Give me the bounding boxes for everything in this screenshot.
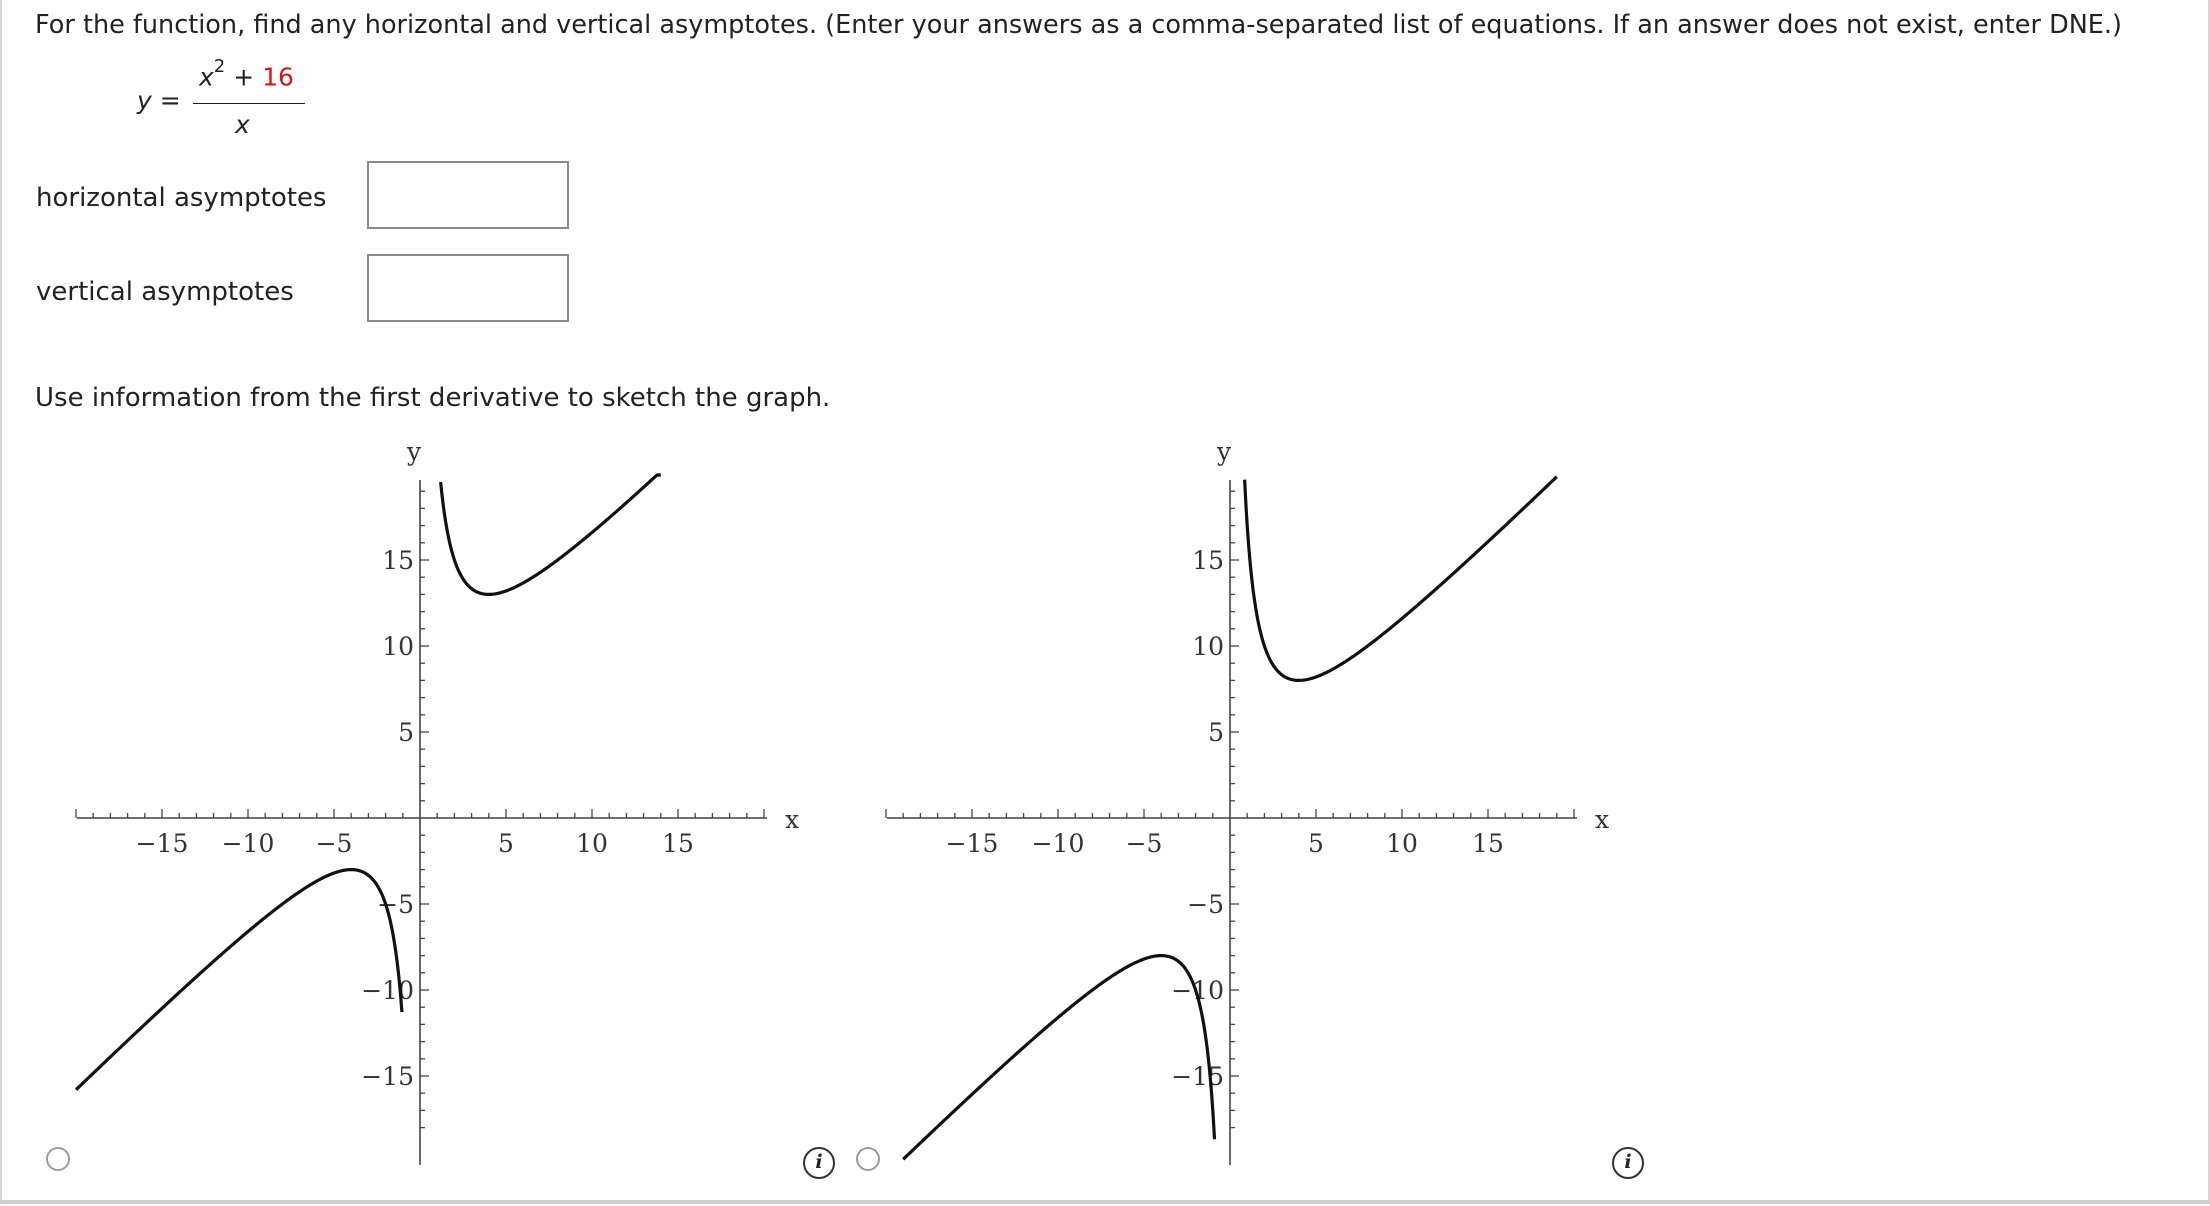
y-tick-label: 15: [1192, 546, 1224, 575]
graph-option-2: [887, 430, 1627, 1170]
x-tick-label: −5: [1125, 829, 1163, 858]
y-tick-label: 15: [382, 546, 414, 575]
numerator-constant: 16: [262, 62, 294, 92]
x-axis-label: x: [785, 805, 800, 834]
graph-option-1-radio[interactable]: [46, 1147, 70, 1171]
horizontal-asymptotes-label: horizontal asymptotes: [36, 183, 327, 213]
x-tick-label: 15: [1472, 829, 1504, 858]
curve-left-branch: [76, 870, 402, 1090]
graph-2-svg: [887, 430, 1627, 1170]
info-icon[interactable]: i: [803, 1147, 835, 1179]
graph-option-2-radio[interactable]: [856, 1147, 880, 1171]
sketch-instruction: Use information from the first derivative to sketch the graph.: [35, 383, 831, 413]
vertical-asymptotes-label: vertical asymptotes: [36, 277, 294, 307]
x-tick-label: 10: [1386, 829, 1418, 858]
graph-1-svg: [77, 430, 817, 1170]
y-axis-label: y: [406, 437, 422, 466]
curve-left-branch: [903, 956, 1214, 1160]
curve-right-branch: [1245, 477, 1557, 681]
x-tick-label: −10: [1031, 829, 1085, 858]
x-tick-label: −10: [221, 829, 275, 858]
equation-denominator: x: [235, 110, 250, 139]
y-tick-label: −10: [1171, 976, 1224, 1005]
numerator-variable: x: [199, 62, 214, 92]
y-tick-label: 10: [1192, 632, 1224, 661]
fraction-bar: [193, 103, 305, 104]
vertical-asymptotes-input[interactable]: [367, 254, 569, 322]
question-prompt: For the function, find any horizontal and vertical asymptotes. (Enter your answers as a comma-separated list of equations. If an answer does not exist, enter DNE.): [35, 10, 2122, 40]
x-tick-label: 5: [498, 829, 514, 858]
y-tick-label: −10: [361, 976, 414, 1005]
curve-right-branch: [441, 475, 661, 594]
y-tick-label: 5: [398, 718, 414, 747]
x-axis-label: x: [1595, 805, 1610, 834]
x-tick-label: 15: [662, 829, 694, 858]
numerator-exponent: 2: [213, 56, 226, 77]
graph-option-1: [77, 430, 817, 1170]
x-tick-label: −15: [135, 829, 189, 858]
horizontal-asymptotes-input[interactable]: [367, 161, 569, 229]
equation-lhs: y =: [137, 86, 181, 115]
numerator-plus: +: [225, 62, 263, 92]
y-tick-label: −15: [361, 1062, 414, 1091]
x-tick-label: −15: [945, 829, 999, 858]
x-tick-label: −5: [315, 829, 353, 858]
y-tick-label: 5: [1208, 718, 1224, 747]
y-tick-label: −15: [1171, 1062, 1224, 1091]
y-tick-label: −5: [1187, 890, 1224, 919]
equation-numerator: [199, 56, 294, 92]
y-axis-label: y: [1216, 437, 1232, 466]
info-icon[interactable]: i: [1612, 1147, 1644, 1179]
y-tick-label: 10: [382, 632, 414, 661]
y-tick-label: −5: [377, 890, 414, 919]
x-tick-label: 10: [576, 829, 608, 858]
x-tick-label: 5: [1308, 829, 1324, 858]
